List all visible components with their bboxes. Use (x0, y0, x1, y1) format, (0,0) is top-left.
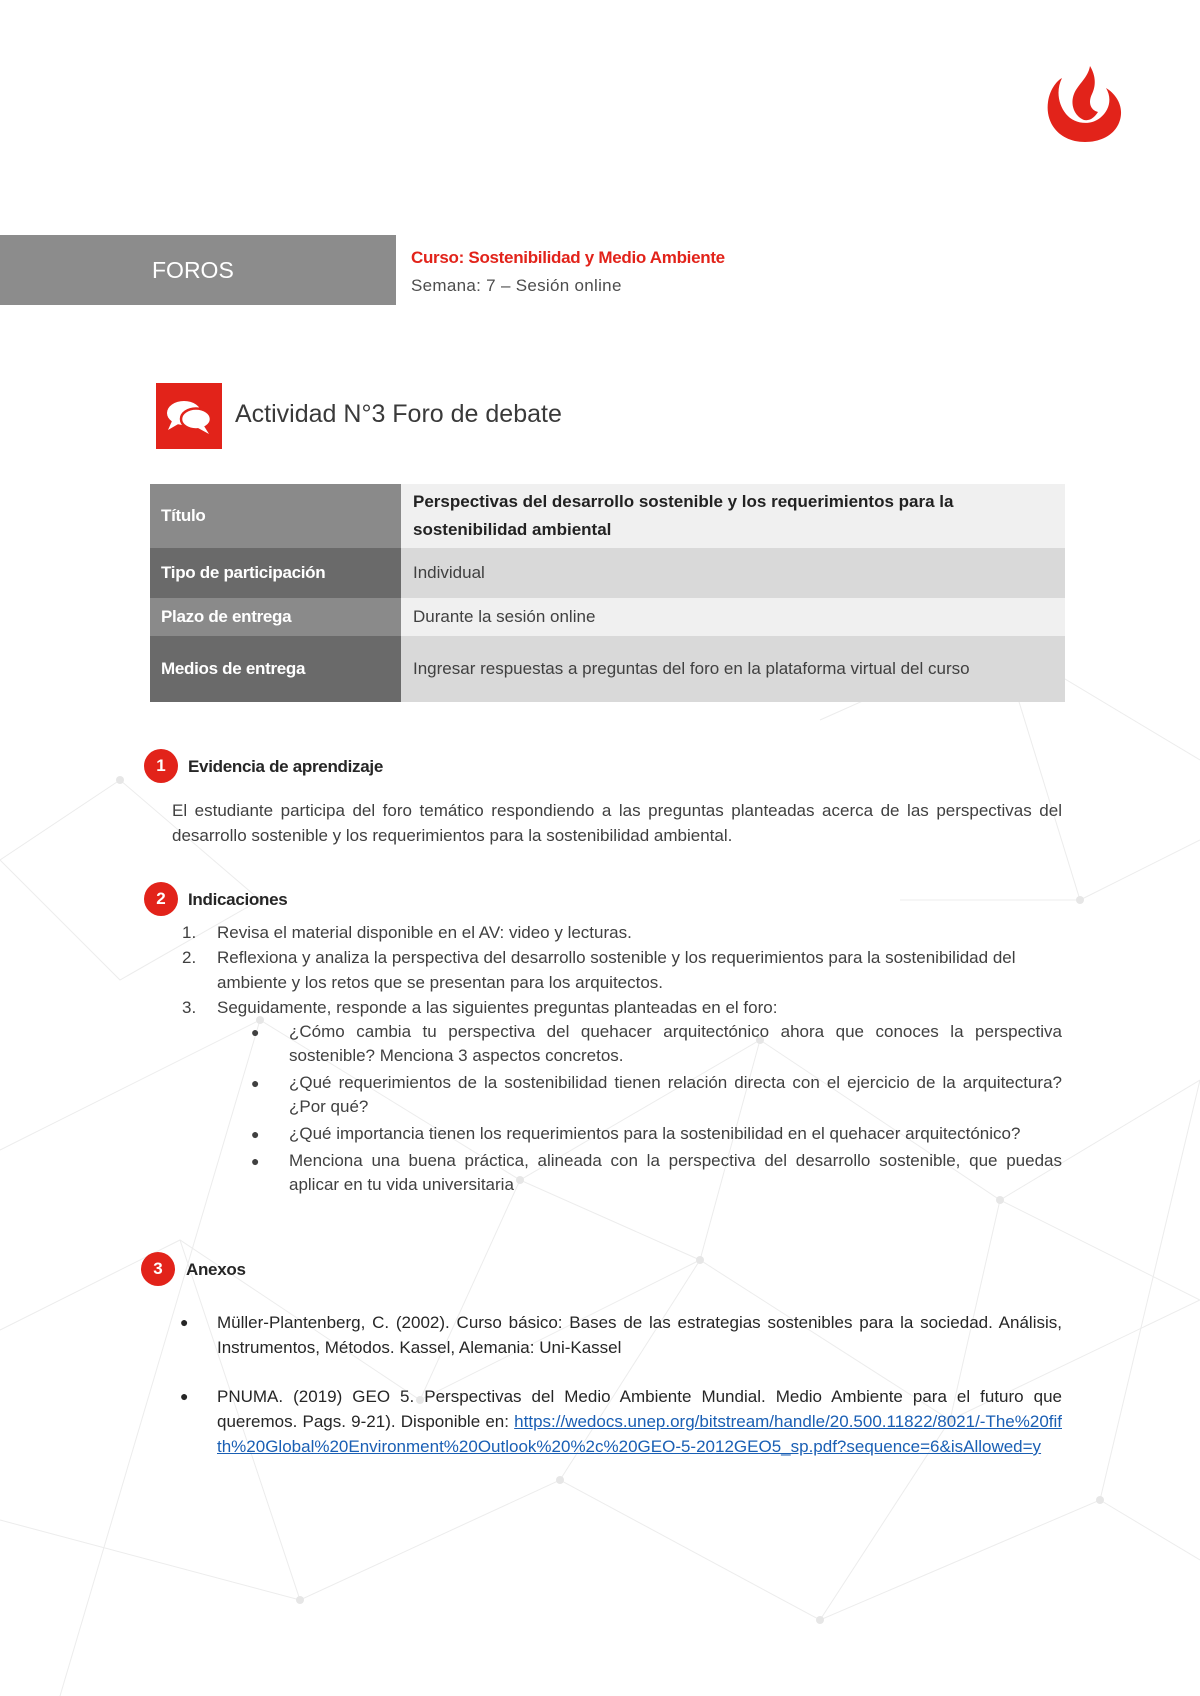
bullet-icon: ● (251, 1024, 260, 1040)
question-text: ¿Qué importancia tienen los requerimientos para la sostenibilidad en el quehacer arquitectónico? (289, 1124, 1021, 1143)
foros-label: FOROS (152, 257, 234, 283)
bullet-icon: ● (180, 1314, 189, 1330)
row-value: Ingresar respuestas a preguntas del foro en la plataforma virtual del curso (401, 636, 1065, 702)
question-item (217, 1149, 1062, 1197)
table-row (150, 598, 1065, 636)
section-title-annexes: Anexos (186, 1260, 246, 1279)
annex-text: Müller-Plantenberg, C. (2002). Curso básico: Bases de las estrategias sostenibles para la sociedad. Análisis, Instrumentos, Métodos. Kassel, Alemania: Uni-Kassel (217, 1313, 1062, 1357)
section-number-badge: 3 (141, 1252, 175, 1286)
item-number: 1. (182, 923, 197, 942)
bullet-icon: ● (251, 1126, 260, 1142)
annex-text (172, 1384, 1062, 1459)
list-item (172, 945, 1062, 995)
annex-item (172, 1384, 1062, 1459)
table-row (150, 636, 1065, 702)
university-logo (1040, 58, 1130, 148)
row-label: Medios de entrega (150, 636, 401, 702)
row-label: Tipo de participación (150, 548, 401, 598)
course-name: Curso: Sostenibilidad y Medio Ambiente (411, 248, 725, 267)
question-text: ¿Qué requerimientos de la sostenibilidad tienen relación directa con el ejercicio de la arquitectura? ¿Por qué? (289, 1073, 1062, 1116)
question-text: Menciona una buena práctica, alineada con la perspectiva del desarrollo sostenible, que puedas aplicar en tu vida universitaria (289, 1151, 1062, 1194)
foros-header-band (0, 235, 396, 305)
question-item (217, 1071, 1062, 1119)
bullet-icon: ● (180, 1388, 189, 1404)
activity-title: Actividad N°3 Foro de debate (235, 400, 562, 428)
questions-list (217, 1020, 1062, 1197)
item-number: 3. (182, 998, 197, 1017)
item-number: 2. (182, 948, 197, 967)
section-number-badge: 1 (144, 749, 178, 783)
annex-citation: PNUMA. (2019) GEO 5. Perspectivas del Medio Ambiente Mundial. Medio Ambiente para el futuro que queremos. Pags. 9-21). Disponible en: (217, 1387, 1062, 1431)
section-title-evidence: Evidencia de aprendizaje (188, 757, 383, 776)
annex-item (172, 1310, 1062, 1360)
question-item (217, 1020, 1062, 1068)
row-label: Título (150, 484, 401, 548)
week-session: Semana: 7 – Sesión online (411, 276, 622, 295)
item-text: Reflexiona y analiza la perspectiva del desarrollo sostenible y los requerimientos para la sostenibilidad del ambiente y los retos que se presentan para los arquitectos. (217, 948, 1016, 992)
row-value: Perspectivas del desarrollo sostenible y los requerimientos para la sostenibilidad ambiental (401, 484, 1065, 548)
bullet-icon: ● (251, 1153, 260, 1169)
table-row (150, 484, 1065, 548)
annex-link[interactable]: https://wedocs.unep.org/bitstream/handle/20.500.11822/8021/-The%20fifth%20Global%20Environment%20Outlook%20%2c%20GEO-5-2012GEO5_sp.pdf?sequence=6&isAllowed=y (217, 1412, 1062, 1456)
chat-bubbles-icon (156, 383, 222, 449)
bullet-icon: ● (251, 1075, 260, 1091)
row-label: Plazo de entrega (150, 598, 401, 636)
list-item (172, 995, 1062, 1197)
question-text: ¿Cómo cambia tu perspectiva del quehacer arquitectónico ahora que conoces la perspectiva sostenible? Menciona 3 aspectos concretos. (289, 1022, 1062, 1065)
row-value: Individual (401, 548, 1065, 598)
row-value: Durante la sesión online (401, 598, 1065, 636)
activity-info-table (150, 484, 1065, 702)
section-number-badge: 2 (144, 882, 178, 916)
instructions-list (172, 920, 1062, 1200)
section-title-instructions: Indicaciones (188, 890, 288, 909)
table-row (150, 548, 1065, 598)
question-item (217, 1122, 1062, 1146)
item-text: Revisa el material disponible en el AV: video y lecturas. (217, 923, 632, 942)
evidence-text: El estudiante participa del foro temático respondiendo a las preguntas planteadas acerca de las perspectivas del desarrollo sostenible y los requerimientos para la sostenibilidad ambiental. (172, 801, 1062, 845)
list-item (172, 920, 1062, 945)
item-text: Seguidamente, responde a las siguientes preguntas planteadas en el foro: (217, 998, 778, 1017)
